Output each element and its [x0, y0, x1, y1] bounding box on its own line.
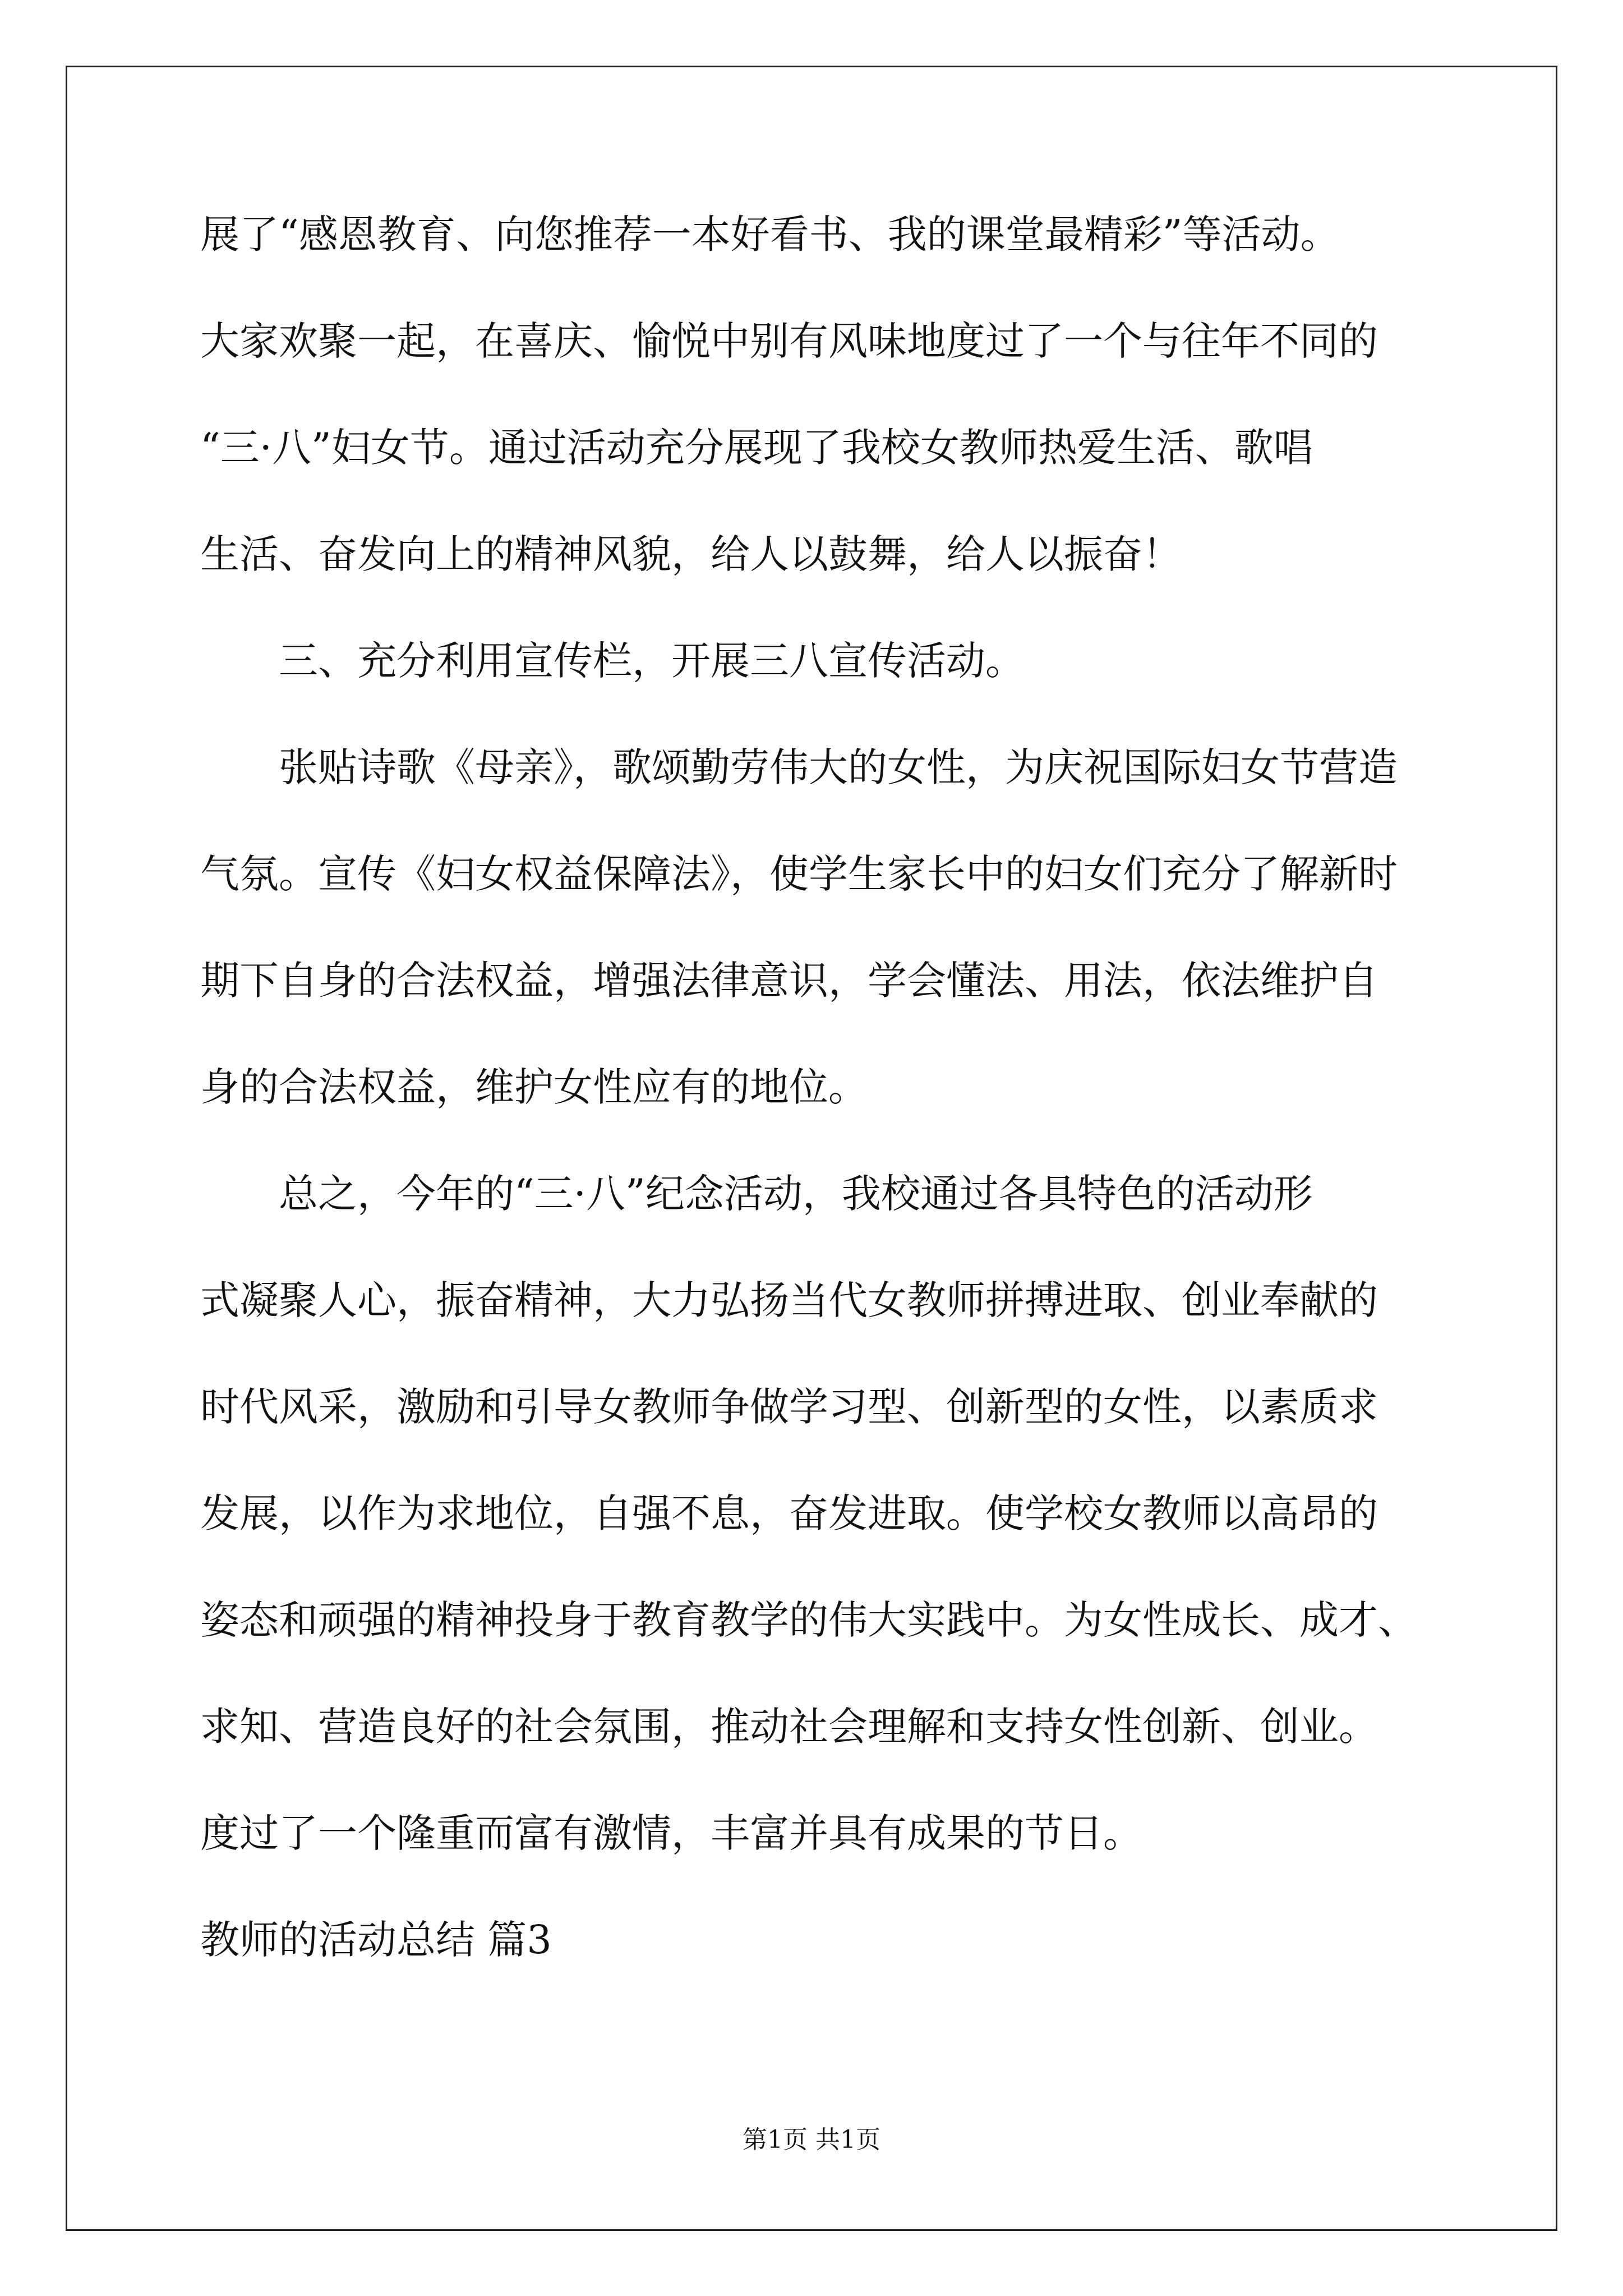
page-footer: 第1页 共1页 [743, 2125, 880, 2154]
paragraph-line: 发展，以作为求地位，自强不息，奋发进取。使学校女教师以高昂的 [200, 1490, 1378, 1536]
paragraph-line: 求知、营造良好的社会氛围，推动社会理解和支持女性创新、创业。 [200, 1704, 1378, 1750]
paragraph-line: 时代风采，激励和引导女教师争做学习型、创新型的女性，以素质求 [200, 1384, 1378, 1430]
paragraph-line: 姿态和顽强的精神投身于教育教学的伟大实践中。为女性成长、成才、 [200, 1597, 1417, 1643]
paragraph-line: 大家欢聚一起，在喜庆、愉悦中别有风味地度过了一个与往年不同的 [200, 318, 1378, 364]
section-heading: 教师的活动总结 篇3 [200, 1917, 552, 1963]
paragraph-line: 式凝聚人心，振奋精神，大力弘扬当代女教师拼搏进取、创业奉献的 [200, 1277, 1378, 1323]
page-border [66, 66, 1557, 2231]
paragraph-line: 张贴诗歌《母亲》，歌颂勤劳伟大的女性，为庆祝国际妇女节营造 [279, 744, 1398, 790]
paragraph-line: 总之，今年的“三·八”纪念活动，我校通过各具特色的活动形 [279, 1171, 1313, 1217]
section-subheading: 三、充分利用宣传栏，开展三八宣传活动。 [279, 638, 1025, 684]
paragraph-line: “三·八”妇女节。通过活动充分展现了我校女教师热爱生活、歌唱 [200, 425, 1313, 471]
paragraph-line: 展了“感恩教育、向您推荐一本好看书、我的课堂最精彩”等活动。 [200, 211, 1340, 257]
paragraph-line: 气氛。宣传《妇女权益保障法》，使学生家长中的妇女们充分了解新时 [200, 851, 1398, 897]
paragraph-line: 生活、奋发向上的精神风貌，给人以鼓舞，给人以振奋！ [200, 531, 1182, 577]
paragraph-line: 期下自身的合法权益，增强法律意识，学会懂法、用法，依法维护自 [200, 958, 1378, 1004]
paragraph-line: 度过了一个隆重而富有激情，丰富并具有成果的节日。 [200, 1810, 1142, 1856]
paragraph-line: 身的合法权益，维护女性应有的地位。 [200, 1064, 868, 1110]
